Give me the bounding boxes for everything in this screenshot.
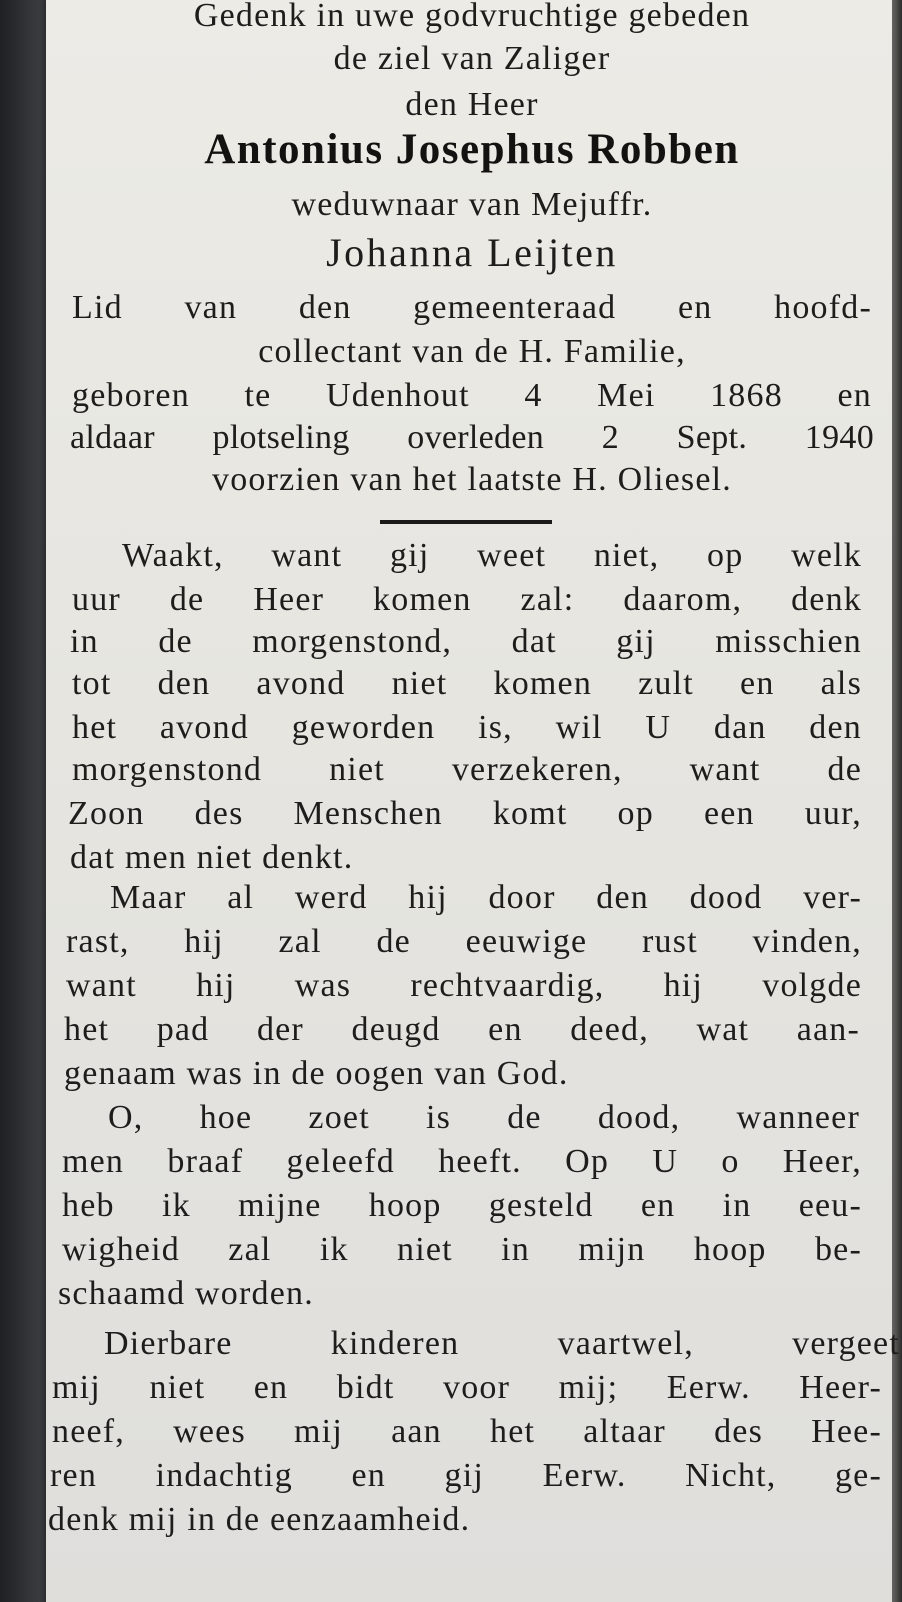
body-line: ren indachtig en gij Eerw. Nicht, ge-: [50, 1457, 882, 1494]
body-line: Waakt, want gij weet niet, op welk: [122, 537, 862, 574]
header-line-3: den Heer: [405, 86, 539, 123]
body-line: genaam was in de oogen van God.: [64, 1055, 569, 1092]
body-line: neef, wees mij aan het altaar des Hee-: [52, 1413, 882, 1450]
bio-line: collectant van de H. Familie,: [258, 333, 686, 370]
body-line: wigheid zal ik niet in mijn hoop be-: [62, 1231, 862, 1268]
body-line: mij niet en bidt voor mij; Eerw. Heer-: [52, 1369, 882, 1406]
body-line: denk mij in de eenzaamheid.: [48, 1501, 471, 1538]
bio-line: Lid van den gemeenteraad en hoofd-: [72, 289, 872, 326]
body-line: rast, hij zal de eeuwige rust vinden,: [66, 923, 862, 960]
header-line-2: de ziel van Zaliger: [333, 40, 611, 77]
body-line: het avond geworden is, wil U dan den: [72, 709, 862, 746]
body-line: in de morgenstond, dat gij misschien: [70, 623, 862, 660]
body-line: het pad der deugd en deed, wat aan-: [64, 1011, 860, 1048]
body-line: want hij was rechtvaardig, hij volgde: [66, 967, 862, 1004]
body-line: uur de Heer komen zal: daarom, denk: [72, 581, 862, 618]
divider-rule: [380, 520, 552, 524]
wife-name: Johanna Leijten: [326, 230, 618, 275]
body-line: men braaf geleefd heeft. Op U o Heer,: [62, 1143, 862, 1180]
bio-line: geboren te Udenhout 4 Mei 1868 en: [72, 377, 872, 414]
header-line-1: Gedenk in uwe godvruchtige gebeden: [193, 0, 751, 34]
body-line: Maar al werd hij door den dood ver-: [110, 879, 862, 916]
body-line: dat men niet denkt.: [70, 839, 354, 876]
bio-line: voorzien van het laatste H. Oliesel.: [212, 461, 732, 498]
deceased-name: Antonius Josephus Robben: [204, 126, 740, 173]
widower-line: weduwnaar van Mejuffr.: [291, 186, 653, 223]
body-line: morgenstond niet verzekeren, want de: [72, 751, 862, 788]
body-line: tot den avond niet komen zult en als: [72, 665, 862, 702]
body-line: Zoon des Menschen komt op een uur,: [68, 795, 862, 832]
body-line: O, hoe zoet is de dood, wanneer: [108, 1099, 860, 1136]
body-line: Dierbare kinderen vaartwel, vergeet: [104, 1325, 900, 1362]
bio-line: aldaar plotseling overleden 2 Sept. 1940: [70, 419, 874, 456]
body-line: heb ik mijne hoop gesteld en in eeu-: [62, 1187, 862, 1224]
body-line: schaamd worden.: [58, 1275, 314, 1312]
